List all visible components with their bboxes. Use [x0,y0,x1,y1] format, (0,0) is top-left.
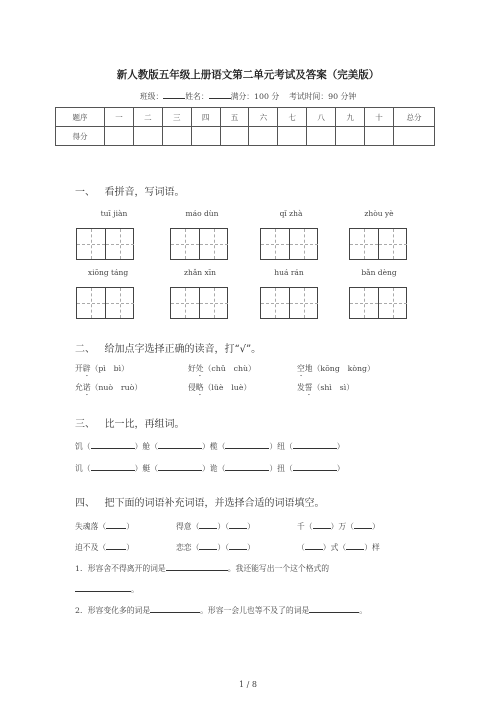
writing-grid[interactable] [260,228,318,260]
name-label: 姓名： [185,92,209,101]
answer-blank[interactable] [158,462,202,471]
score-cell[interactable] [278,127,307,146]
section-number: 三、 [75,419,95,430]
class-label: 班级： [139,92,164,101]
full-score: 满分：100 分 [230,92,280,101]
answer-blank[interactable] [225,462,269,471]
pinyin-label: qǐ zhà [279,209,303,218]
answer-blank[interactable] [229,541,247,550]
score-cell[interactable] [307,127,336,146]
table-cell: 九 [336,108,365,127]
answer-blank[interactable] [166,562,228,571]
pinyin-label: bǎn dèng [361,268,397,277]
section-1-heading [75,183,185,198]
page-number: 1 / 8 [239,680,257,689]
writing-grid[interactable] [76,287,134,319]
answer-blank[interactable] [106,520,126,529]
answer-blank[interactable] [309,604,359,613]
exam-time: 考试时间：90 分钟 [289,92,357,101]
score-table-score-row [56,127,435,146]
score-cell[interactable] [249,127,278,146]
answer-blank[interactable] [305,541,323,550]
answer-blank[interactable] [354,520,372,529]
section-3-heading [75,415,185,430]
reading-item[interactable]: 允诺（nuò ruò） [75,383,143,392]
score-table [55,107,435,146]
writing-grid[interactable] [170,228,228,260]
pinyin-label: huá rán [274,268,304,277]
page-title: 新人教版五年级上册语文第二单元考试及答案（完美版） [116,69,380,81]
idiom-row: 失魂落（ ） [75,522,134,531]
table-cell: 五 [220,108,249,127]
compare-row: 饥（ ）舱（ ）榄（ ）纽（ ） [75,442,345,451]
writing-grid[interactable] [349,287,407,319]
exam-info [0,90,496,102]
idiom-row: 恋恋（ ）（ ） [176,543,255,552]
score-cell[interactable] [336,127,365,146]
table-cell: 一 [105,108,134,127]
score-cell[interactable] [191,127,220,146]
pinyin-label: xiōng táng [87,268,129,277]
reading-item[interactable]: 开辟（pì bì） [75,364,129,373]
section-title: 看拼音，写词语。 [104,187,185,198]
table-cell: 题序 [56,108,105,127]
answer-blank[interactable] [293,440,337,449]
section-title: 给加点字选择正确的读音，打“√”。 [104,344,262,355]
score-cell[interactable] [365,127,394,146]
writing-grid[interactable] [170,287,228,319]
fill-question-1: 1．形容舍不得离开的词是 。我还能写出一个这个格式的 [75,564,330,573]
fill-question-2: 2．形容变化多的词是 。形容一会儿也等不及了的词是 。 [75,606,368,615]
table-cell: 七 [278,108,307,127]
table-cell: 四 [191,108,220,127]
answer-blank[interactable] [75,583,131,592]
table-cell: 十 [365,108,394,127]
pinyin-label: zhòu yè [364,209,394,218]
idiom-row: 千（ ）万（ ） [297,522,380,531]
pinyin-label: máo dùn [185,209,219,218]
table-cell: 二 [133,108,162,127]
score-cell[interactable] [133,127,162,146]
answer-blank[interactable] [199,520,217,529]
name-blank [209,90,231,99]
section-number: 一、 [75,187,95,198]
idiom-row: 迫不及（ ） [75,543,134,552]
compare-row: 讥（ ）艇（ ）诡（ ）扭（ ） [75,464,345,473]
answer-blank[interactable] [91,462,135,471]
answer-blank[interactable] [229,520,247,529]
section-4-heading [75,494,325,509]
fill-question-1-cont: 。 [75,583,139,595]
table-cell: 八 [307,108,336,127]
reading-item[interactable]: 空地（kōng kòng） [297,364,375,373]
score-table-header-row [56,108,435,127]
answer-blank[interactable] [199,541,217,550]
class-blank [163,90,185,99]
answer-blank[interactable] [150,604,200,613]
score-cell[interactable] [394,127,435,146]
section-number: 二、 [75,344,95,355]
score-cell[interactable] [220,127,249,146]
writing-grid[interactable] [76,228,134,260]
table-cell: 六 [249,108,278,127]
table-cell: 得分 [56,127,105,146]
pinyin-label: zhǎn xīn [184,268,216,277]
idiom-row: （ ）式（ ）样 [297,543,380,552]
answer-blank[interactable] [293,462,337,471]
reading-item[interactable]: 好处（chǔ chù） [188,364,256,373]
table-cell: 三 [162,108,191,127]
section-2-heading [75,340,261,355]
answer-blank[interactable] [158,440,202,449]
answer-blank[interactable] [91,440,135,449]
answer-blank[interactable] [225,440,269,449]
pinyin-label: tuī jiàn [100,209,128,218]
answer-blank[interactable] [346,541,364,550]
idiom-row: 得意（ ）（ ） [176,522,255,531]
section-title: 把下面的词语补充词语，并选择合适的词语填空。 [104,498,325,509]
score-cell[interactable] [105,127,134,146]
score-cell[interactable] [162,127,191,146]
writing-grid[interactable] [260,287,318,319]
section-number: 四、 [75,498,95,509]
writing-grid[interactable] [349,228,407,260]
table-cell: 总分 [394,108,435,127]
answer-blank[interactable] [313,520,331,529]
reading-item[interactable]: 侵略（lüè luè） [188,383,252,392]
section-title: 比一比，再组词。 [104,419,185,430]
reading-item[interactable]: 发誓（shì sì） [297,383,354,392]
answer-blank[interactable] [106,541,126,550]
